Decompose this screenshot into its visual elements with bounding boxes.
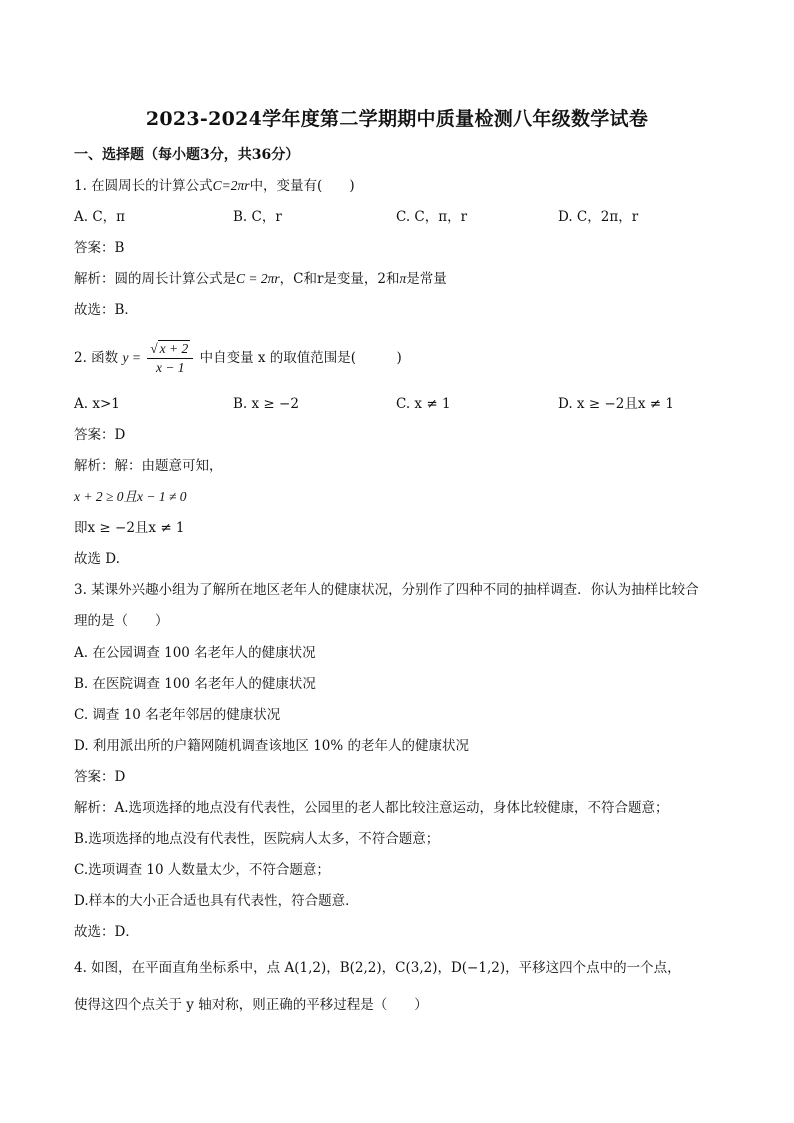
q2-option-b: B. x ≥ −2: [233, 396, 299, 412]
q2-choose: 故选 D.: [74, 551, 120, 567]
q3-answer: 答案：D: [74, 769, 126, 785]
q3-option-a: A. 在公园调查 100 名老年人的健康状况: [74, 645, 316, 661]
q2-radicand: x + 2: [159, 341, 189, 356]
q3-analysis-line: C.选项调查 10 人数量太少，不符合题意；: [74, 862, 330, 878]
q2-step2: 即x ≥ −2且x ≠ 1: [74, 520, 185, 536]
q1-formula: C=2πr: [212, 178, 250, 193]
q1-analysis-text-b: ，C和r是变量，2和: [279, 271, 400, 287]
q2-y-eq: y =: [122, 350, 141, 365]
q1-analysis-pi: π: [399, 271, 407, 286]
q3-analysis-line: B.选项选择的地点没有代表性，医院病人太多，不符合题意；: [74, 831, 440, 847]
q1-analysis: [74, 269, 447, 289]
q2-step1: x + 2 ≥ 0且x − 1 ≠ 0: [74, 489, 187, 504]
q3-option-c: C. 调查 10 名老年邻居的健康状况: [74, 707, 281, 723]
q1-stem: [74, 176, 355, 196]
q2-answer: 答案：D: [74, 427, 126, 443]
q1-option-d: D. C，2π，r: [558, 209, 639, 225]
exam-title: 2023-2024学年度第二学期期中质量检测八年级数学试卷: [145, 108, 649, 130]
q2-denominator: x − 1: [155, 360, 185, 375]
q1-stem-text-b: 中，变量有( ): [249, 178, 355, 194]
q1-analysis-formula: C = 2πr: [236, 271, 280, 286]
q1-stem-text-a: 1. 在圆周长的计算公式: [74, 178, 213, 194]
q2-stem-text-b: 中自变量 x 的取值范围是( ): [199, 350, 402, 366]
q2-option-a: A. x>1: [74, 396, 120, 412]
q1-analysis-text-a: 解析：圆的周长计算公式是: [74, 271, 236, 287]
q3-analysis-line: 解析：A.选项选择的地点没有代表性，公园里的老人都比较注意运动，身体比较健康，不符合题意；: [74, 800, 669, 816]
q1-option-c: C. C，π，r: [396, 209, 468, 225]
q2-option-d: D. x ≥ −2且x ≠ 1: [558, 396, 674, 412]
q2-stem: [74, 336, 402, 380]
q2-fraction: [147, 340, 193, 377]
section-heading: 一、选择题（每小题3分，共36分）: [74, 147, 300, 163]
q1-analysis-text-c: 是常量: [406, 271, 447, 287]
q3-stem-line2: 理的是（ ）: [74, 613, 169, 629]
q3-stem-line1: 3. 某课外兴趣小组为了解所在地区老年人的健康状况，分别作了四种不同的抽样调查．你认为抽样比较合: [74, 582, 699, 598]
q2-stem-text-a: 2. 函数: [74, 350, 119, 366]
q3-option-d: D. 利用派出所的户籍网随机调查该地区 10% 的老年人的健康状况: [74, 738, 470, 754]
q2-option-c: C. x ≠ 1: [396, 396, 451, 412]
q2-numerator: [147, 340, 193, 359]
q4-stem-line1: 4. 如图，在平面直角坐标系中，点 A(1,2)，B(2,2)，C(3,2)，D(−1,2)，平移这四个点中的一个点，: [74, 960, 681, 976]
q2-analysis: 解析：解：由题意可知，: [74, 458, 223, 474]
q3-analysis-line: D.样本的大小正合适也具有代表性，符合题意．: [74, 893, 359, 909]
q3-choose: 故选：D．: [74, 924, 139, 940]
q1-option-b: B. C，r: [233, 209, 282, 225]
q1-answer: 答案：B: [74, 240, 125, 256]
q1-option-a: A. C，π: [74, 209, 126, 225]
q3-option-b: B. 在医院调查 100 名老年人的健康状况: [74, 676, 316, 692]
q4-stem-line2: 使得这四个点关于 y 轴对称，则正确的平移过程是（ ）: [74, 997, 428, 1013]
q1-choose: 故选：B．: [74, 302, 138, 318]
sqrt-symbol-icon: √: [150, 341, 158, 356]
